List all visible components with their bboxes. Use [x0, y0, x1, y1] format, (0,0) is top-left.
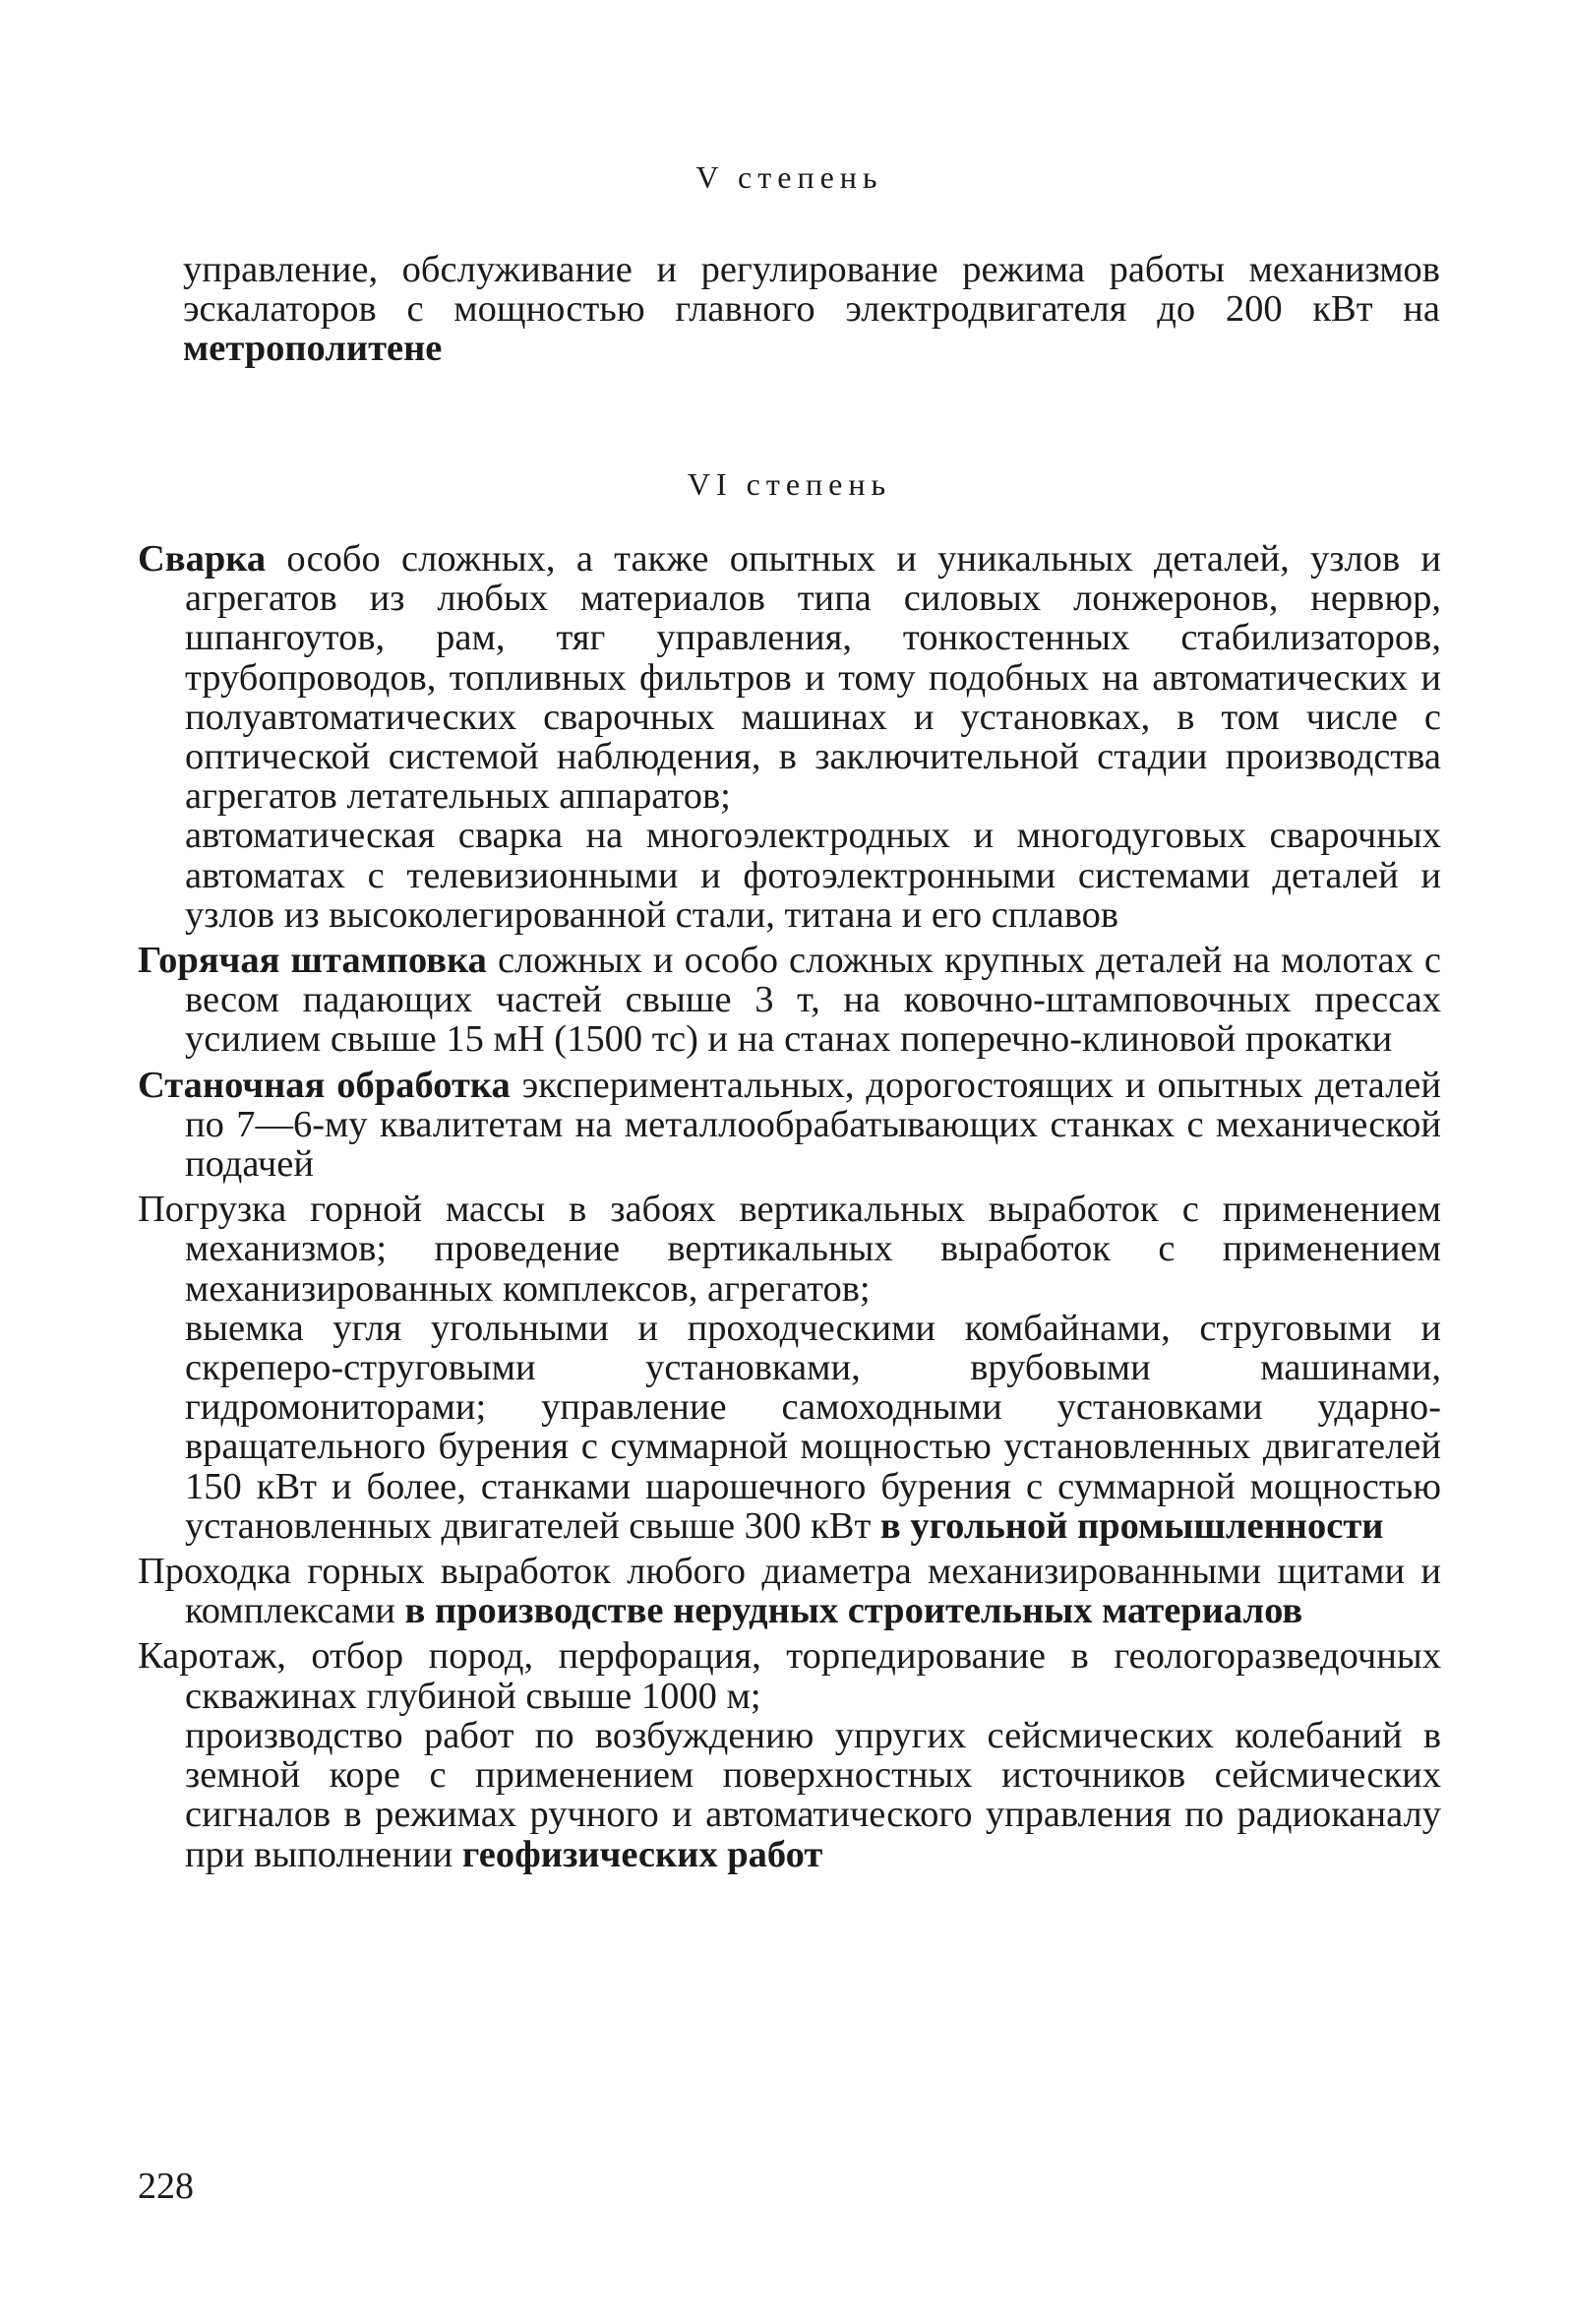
entry-rock-loading	[138, 1190, 1441, 1546]
entry-welding	[138, 539, 1441, 935]
entry-continuation-text: выемка угля угольными и проходческими комбайнами, струговыми и скрепеpo-струговыми установками, врубовыми машинами, гидромониторами; управление самоходными установками ударно-вращательного бурения с суммарной мощностью установленных двигателей 150 кВт и более, станками шарошечного бурения с суммарной мощностью установленных двигателей свыше 300 кВт	[185, 1307, 1441, 1547]
entry-text: сложных и особо сложных крупных деталей на молотах с весом падающих частей свыше 3 т, на ковочно-штамповочных прессах усилием свыше 15 мН (1500 тс) и на станах поперечно-клиновой прокатки	[185, 940, 1441, 1061]
entry-bold-term: Сварка	[138, 538, 267, 580]
entry-continuation: автоматическая сварка на многоэлектродных и многодуговых сварочных автоматах с телевизионными и фотоэлектронными системами деталей и узлов из высоколегированной стали, титана и его сплавов	[185, 815, 1441, 936]
entry-continuation-bold: в угольной промышленности	[879, 1504, 1384, 1547]
entry-text-bold: в производстве нерудных строительных материалов	[404, 1590, 1303, 1632]
entry-paragraph	[138, 538, 1441, 818]
entry-paragraph: Каротаж, отбор пород, перфорация, торпедирование в геологоразведочных скважинах глубиной свыше 1000 м;	[138, 1635, 1441, 1717]
entry-paragraph	[138, 1551, 1441, 1632]
entry-continuation	[185, 1716, 1441, 1874]
entry-text: особо сложных, а также опытных и уникальных деталей, узлов и агрегатов из любых материалов типа силовых лонжеронов, нервюр, шпангоутов, рам, тяг управления, тонкостенных стабилизаторов, трубопроводов, топливных фильтров и тому подобных на автоматических и полуавтоматических сварочных машинах и установках, в том числе с оптической системой наблюдения, в заключительной стадии производства агрегатов летательных аппаратов;	[185, 538, 1441, 818]
entry-continuation-bold: геофизических работ	[461, 1833, 823, 1875]
section-v-text	[183, 250, 1440, 369]
entry-text: экспериментальных, дорогостоящих и опытных деталей по 7—6-му квалитетам на металлообрабатывающих станках с механической подачей	[185, 1064, 1442, 1186]
section-v-text-body: управление, обслуживание и регулирование режима работы механизмов эскалаторов с мощностью главного электродвигателя до 200 кВт на	[183, 249, 1440, 331]
entry-continuation-text: производство работ по возбуждению упругих сейсмических колебаний в земной коре с применением поверхностных источников сейсмических сигналов в режимах ручного и автоматического управления по радиоканалу при выполнении	[185, 1714, 1441, 1875]
entry-machining	[138, 1066, 1441, 1185]
entry-bold-term: Станочная обработка	[138, 1064, 511, 1106]
entry-paragraph: Погрузка горной массы в забоях вертикальных выработок с применением механизмов; проведение вертикальных выработок с применением механизированных комплексов, агрегатов;	[138, 1189, 1441, 1310]
section-vi-entries	[138, 539, 1441, 1880]
entry-tunneling	[138, 1552, 1441, 1630]
section-v-text-bold: метрополитене	[183, 328, 443, 370]
entry-text: Проходка горных выработок любого диаметра механизированными щитами и комплексами	[138, 1551, 1441, 1632]
entry-continuation	[185, 1309, 1441, 1546]
section-heading-vi: VI степень	[687, 466, 892, 502]
section-heading-v: V степень	[695, 159, 883, 195]
entry-paragraph	[138, 1064, 1442, 1186]
page-number: 228	[138, 2166, 194, 2207]
entry-bold-term: Горячая штамповка	[138, 940, 487, 982]
entry-hot-stamping	[138, 941, 1441, 1060]
entry-paragraph	[138, 940, 1441, 1061]
entry-logging	[138, 1636, 1441, 1873]
